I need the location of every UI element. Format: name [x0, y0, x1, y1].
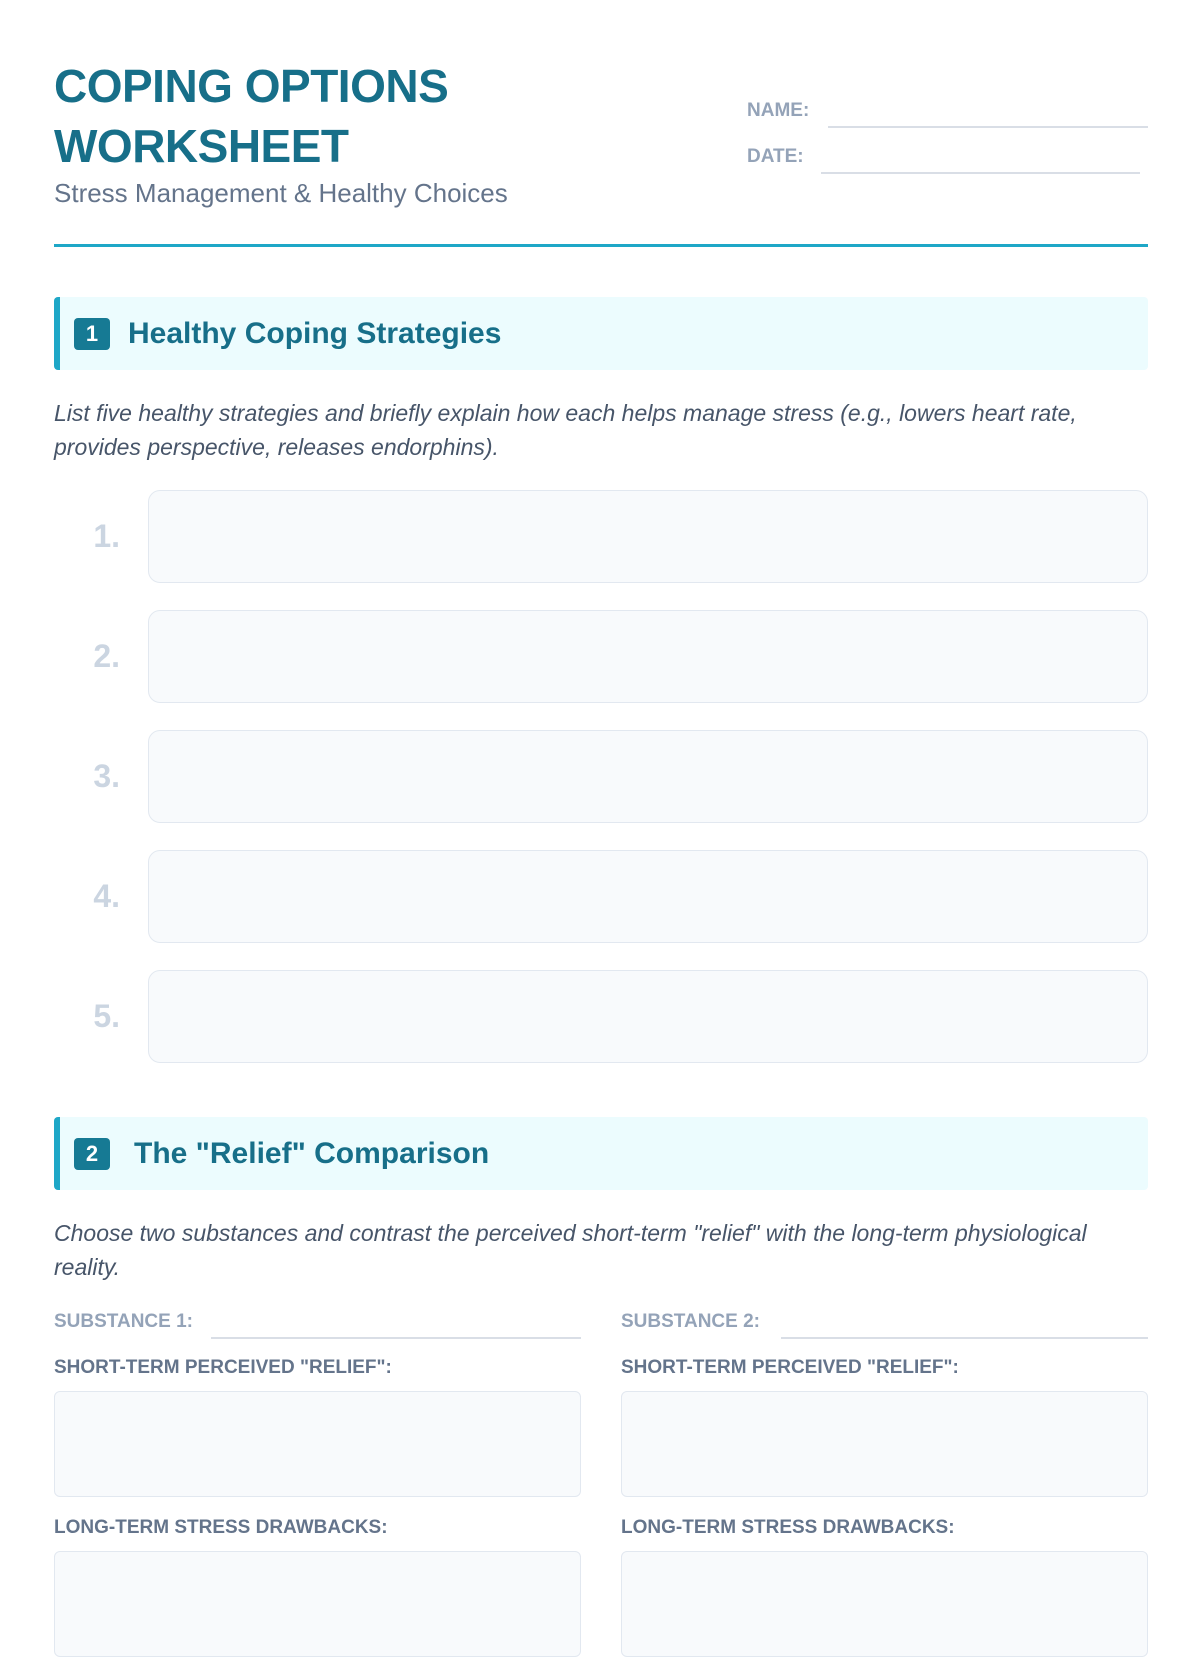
substance-1-drawbacks-box[interactable] [54, 1551, 581, 1657]
substance-1-drawbacks-label: LONG-TERM STRESS DRAWBACKS: [54, 1517, 388, 1538]
substance-2-drawbacks-box[interactable] [621, 1551, 1148, 1657]
substance-2-drawbacks-label: LONG-TERM STRESS DRAWBACKS: [621, 1517, 955, 1538]
list-item-number: 5. [93, 998, 120, 1034]
page-subtitle: Stress Management & Healthy Choices [54, 178, 508, 208]
strategy-answer-box-3[interactable] [148, 730, 1148, 823]
substance-2-input-line[interactable] [781, 1337, 1148, 1339]
substance-1-label: SUBSTANCE 1: [54, 1311, 193, 1332]
title-line-1: COPING OPTIONS [54, 60, 449, 112]
name-label: NAME: [747, 100, 810, 121]
date-field [747, 142, 1148, 188]
section-2-header [54, 1117, 1148, 1190]
substance-2-relief-label: SHORT-TERM PERCEIVED "RELIEF": [621, 1357, 959, 1378]
substance-2-relief-box[interactable] [621, 1391, 1148, 1497]
section-1-header [54, 297, 1148, 370]
strategy-answer-box-2[interactable] [148, 610, 1148, 703]
worksheet-header [54, 56, 1148, 247]
strategy-answer-box-4[interactable] [148, 850, 1148, 943]
list-item-number: 4. [93, 878, 120, 914]
list-item-number: 3. [93, 758, 120, 794]
section-1-number-badge: 1 [74, 318, 110, 350]
page-title [54, 56, 448, 176]
substance-1-relief-label: SHORT-TERM PERCEIVED "RELIEF": [54, 1357, 392, 1378]
list-item [54, 610, 1148, 730]
list-item-number: 1. [93, 518, 120, 554]
strategy-list [54, 490, 1148, 1090]
name-input-line[interactable] [828, 126, 1148, 128]
list-item [54, 970, 1148, 1090]
list-item [54, 850, 1148, 970]
substance-2-label: SUBSTANCE 2: [621, 1311, 760, 1332]
section-1-title: Healthy Coping Strategies [128, 317, 502, 350]
substance-1-relief-box[interactable] [54, 1391, 581, 1497]
substance-2-column [621, 1305, 1148, 1605]
section-1-instructions: List five healthy strategies and briefly explain how each helps manage stress (e.g., lowers heart rate, provides perspective, releases endorphins). [54, 400, 1077, 460]
list-item-number: 2. [93, 638, 120, 674]
list-item [54, 490, 1148, 610]
substance-1-input-line[interactable] [211, 1337, 581, 1339]
section-2-number-badge: 2 [74, 1138, 110, 1170]
section-2-title: The "Relief" Comparison [134, 1137, 490, 1170]
section-2-instructions: Choose two substances and contrast the perceived short-term "relief" with the long-term physiological reality. [54, 1220, 1087, 1280]
substance-1-column [54, 1305, 581, 1605]
date-label: DATE: [747, 146, 804, 167]
name-field [747, 96, 1148, 142]
student-info-fields [747, 96, 1148, 188]
worksheet-page [54, 0, 1148, 1600]
date-input-line[interactable] [821, 172, 1140, 174]
title-line-2: WORKSHEET [54, 120, 349, 172]
list-item [54, 730, 1148, 850]
strategy-answer-box-5[interactable] [148, 970, 1148, 1063]
strategy-answer-box-1[interactable] [148, 490, 1148, 583]
